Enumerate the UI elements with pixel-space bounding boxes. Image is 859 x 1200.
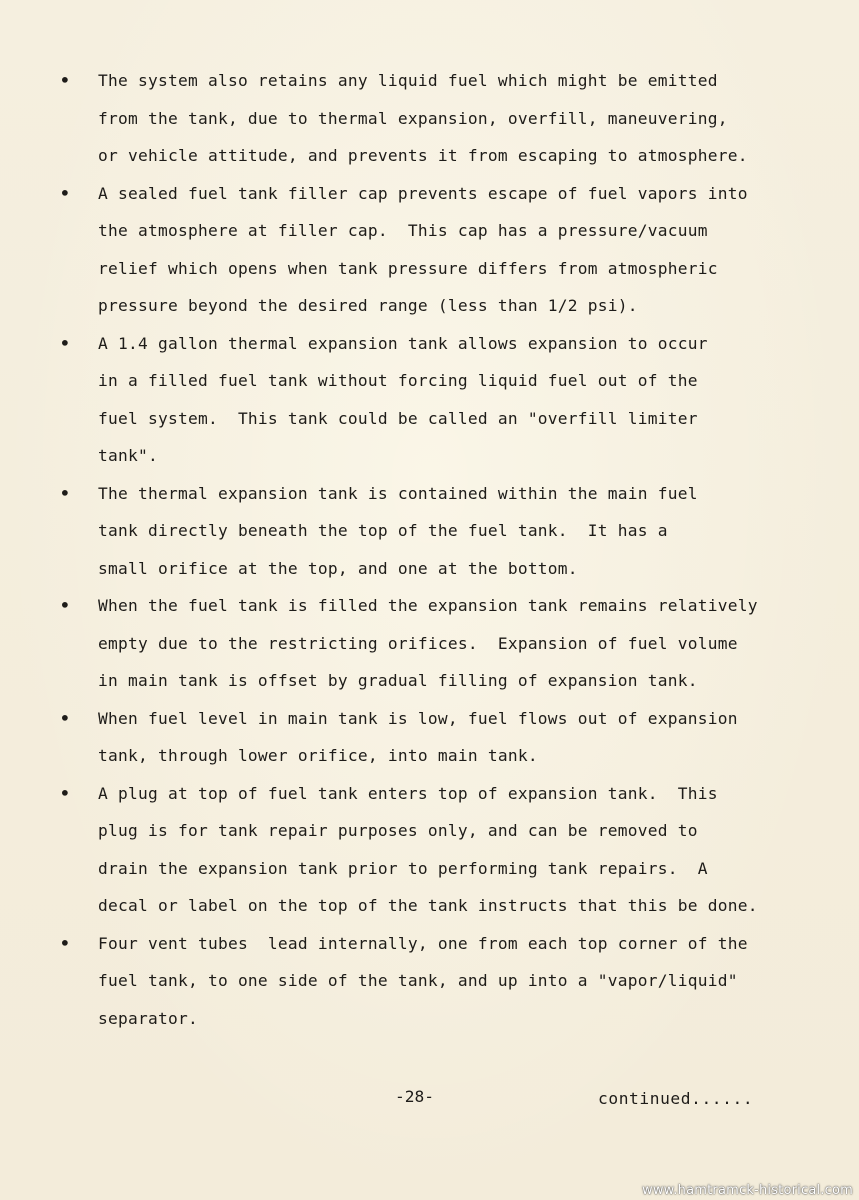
text-line: A sealed fuel tank filler cap prevents escape of fuel vapors into bbox=[98, 183, 748, 203]
text-line: When fuel level in main tank is low, fuel flows out of expansion bbox=[98, 708, 738, 728]
text-line: fuel system. This tank could be called an "overfill limiter bbox=[98, 408, 698, 428]
bullet-text bbox=[98, 700, 848, 775]
text-line: pressure beyond the desired range (less than 1/2 psi). bbox=[98, 296, 638, 315]
text-line: in a filled fuel tank without forcing liquid fuel out of the bbox=[98, 371, 698, 390]
text-line: The thermal expansion tank is contained within the main fuel bbox=[98, 483, 698, 503]
text-line: small orifice at the top, and one at the bottom. bbox=[98, 558, 578, 578]
text-line: the atmosphere at filler cap. This cap has a pressure/vacuum bbox=[98, 221, 708, 240]
bullet-marker: • bbox=[60, 333, 70, 353]
bullet-item bbox=[58, 325, 848, 475]
continued-label: continued...... bbox=[598, 1089, 754, 1108]
bullet-marker: • bbox=[60, 71, 70, 90]
bullet-marker: • bbox=[60, 783, 70, 803]
bullet-text bbox=[98, 587, 848, 700]
bullet-item bbox=[58, 62, 848, 175]
text-line: empty due to the restricting orifices. Expansion of fuel volume bbox=[98, 633, 738, 653]
text-line: tank directly beneath the top of the fuel tank. It has a bbox=[98, 521, 668, 540]
bullet-list bbox=[58, 62, 848, 1037]
text-line: decal or label on the top of the tank instructs that this be done. bbox=[98, 896, 758, 915]
text-line: from the tank, due to thermal expansion, overfill, maneuvering, bbox=[98, 108, 728, 128]
text-line: separator. bbox=[98, 1008, 198, 1028]
bullet-item bbox=[58, 175, 848, 325]
bullet-item bbox=[58, 587, 848, 700]
text-line: fuel tank, to one side of the tank, and up into a "vapor/liquid" bbox=[98, 971, 738, 990]
text-line: plug is for tank repair purposes only, and can be removed to bbox=[98, 821, 698, 840]
text-line: or vehicle attitude, and prevents it from escaping to atmosphere. bbox=[98, 146, 748, 165]
text-line: tank, through lower orifice, into main tank. bbox=[98, 746, 538, 765]
page-footer bbox=[0, 1083, 859, 1115]
bullet-text bbox=[98, 775, 848, 925]
bullet-marker: • bbox=[60, 708, 70, 728]
bullet-item bbox=[58, 475, 848, 588]
bullet-marker: • bbox=[60, 483, 70, 503]
bullet-text bbox=[98, 475, 848, 588]
text-line: Four vent tubes lead internally, one from each top corner of the bbox=[98, 933, 748, 953]
text-line: relief which opens when tank pressure differs from atmospheric bbox=[98, 258, 718, 278]
bullet-marker: • bbox=[60, 183, 70, 203]
text-line: When the fuel tank is filled the expansion tank remains relatively bbox=[98, 596, 758, 615]
bullet-text bbox=[98, 62, 848, 175]
bullet-item bbox=[58, 775, 848, 925]
bullet-item bbox=[58, 700, 848, 775]
bullet-text bbox=[98, 175, 848, 325]
text-line: in main tank is offset by gradual filling of expansion tank. bbox=[98, 671, 698, 690]
bullet-text bbox=[98, 925, 848, 1038]
text-line: drain the expansion tank prior to performing tank repairs. A bbox=[98, 858, 708, 878]
bullet-item bbox=[58, 925, 848, 1038]
page-number: -28- bbox=[395, 1087, 434, 1106]
bullet-text bbox=[98, 325, 848, 475]
text-line: tank". bbox=[98, 446, 158, 465]
bullet-marker: • bbox=[60, 933, 70, 953]
site-watermark: www.hamtramck-historical.com bbox=[642, 1183, 853, 1198]
text-line: A plug at top of fuel tank enters top of expansion tank. This bbox=[98, 783, 718, 803]
text-line: The system also retains any liquid fuel which might be emitted bbox=[98, 71, 718, 90]
text-line: A 1.4 gallon thermal expansion tank allows expansion to occur bbox=[98, 333, 708, 353]
bullet-marker: • bbox=[60, 596, 70, 615]
